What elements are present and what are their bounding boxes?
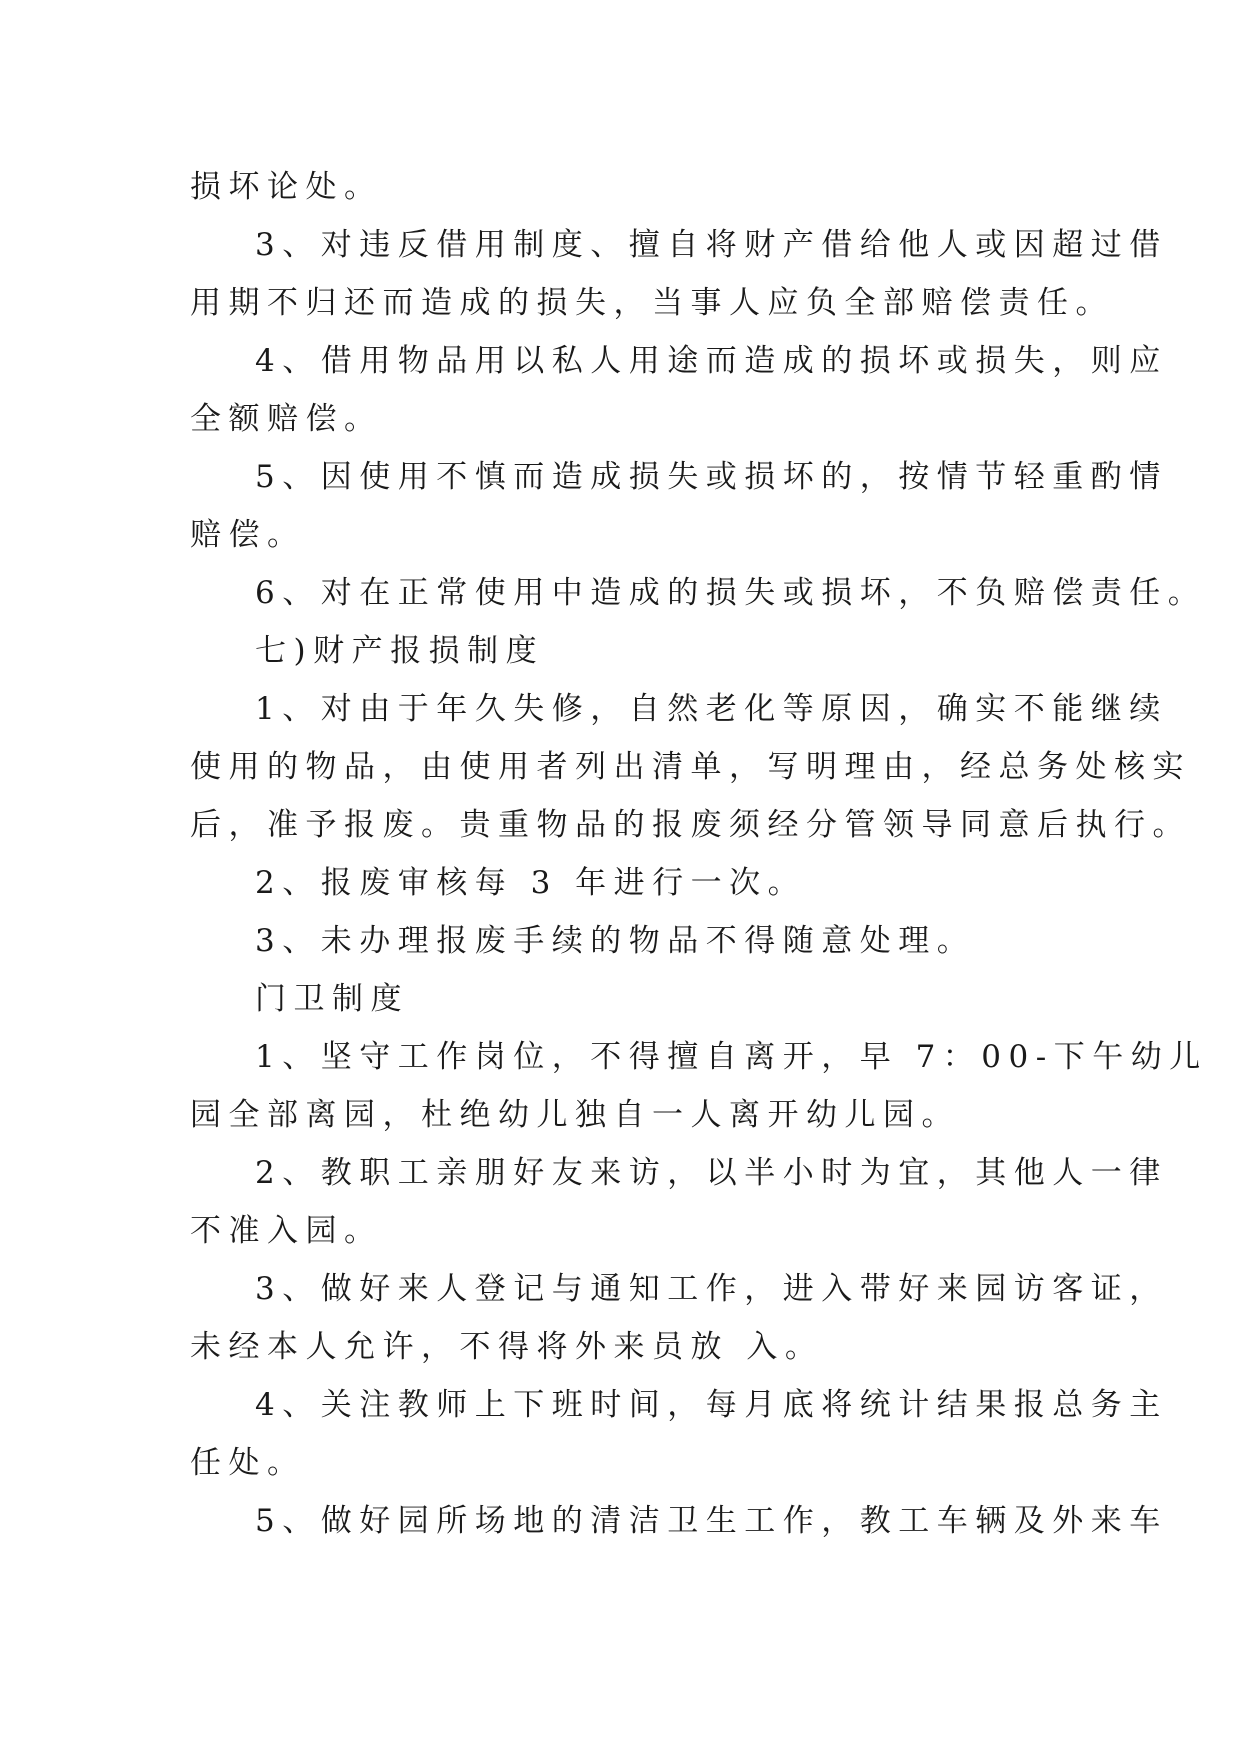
document-body [190,158,1208,1550]
paragraph-line-indented: 5、做好园所场地的清洁卫生工作，教工车辆及外来车 [255,1503,1168,1539]
paragraph-line-indented: 2、教职工亲朋好友来访，以半小时为宜，其他人一律 [255,1155,1168,1191]
paragraph-line-indented: 3、对违反借用制度、擅自将财产借给他人或因超过借 [255,227,1168,263]
paragraph-line: 使用的物品，由使用者列出清单，写明理由，经总务处核实 [190,749,1191,785]
paragraph-line: 未经本人允许，不得将外来员放 入。 [190,1329,824,1365]
paragraph-line-indented: 5、因使用不慎而造成损失或损坏的，按情节轻重酌情 [255,459,1168,495]
paragraph-line: 不准入园。 [190,1213,383,1249]
paragraph-line-indented: 1、对由于年久失修，自然老化等原因，确实不能继续 [255,691,1168,727]
paragraph-line-indented: 4、借用物品用以私人用途而造成的损坏或损失，则应 [255,343,1168,379]
paragraph-line-indented: 4、关注教师上下班时间，每月底将统计结果报总务主 [255,1387,1168,1423]
paragraph-line: 赔偿。 [190,517,306,553]
paragraph-line-indented: 门卫制度 [255,981,409,1017]
paragraph-line: 损坏论处。 [190,169,383,205]
paragraph-line: 园全部离园，杜绝幼儿独自一人离开幼儿园。 [190,1097,960,1133]
paragraph-line-indented: 3、做好来人登记与通知工作，进入带好来园访客证， [255,1271,1168,1307]
paragraph-line-indented: 2、报废审核每 3 年进行一次。 [255,865,807,901]
paragraph-line: 用期不归还而造成的损失，当事人应负全部赔偿责任。 [190,285,1114,321]
paragraph-line: 全额赔偿。 [190,401,383,437]
paragraph-line-indented: 1、坚守工作岗位，不得擅自离开，早 7：00-下午幼儿 [255,1039,1208,1075]
paragraph-line-indented: 6、对在正常使用中造成的损失或损坏，不负赔偿责任。 [255,575,1207,611]
paragraph-line: 后，准予报废。贵重物品的报废须经分管领导同意后执行。 [190,807,1191,843]
paragraph-line-indented: 3、未办理报废手续的物品不得随意处理。 [255,923,976,959]
paragraph-line-indented: 七)财产报损制度 [255,633,545,669]
paragraph-line: 任处。 [190,1445,306,1481]
